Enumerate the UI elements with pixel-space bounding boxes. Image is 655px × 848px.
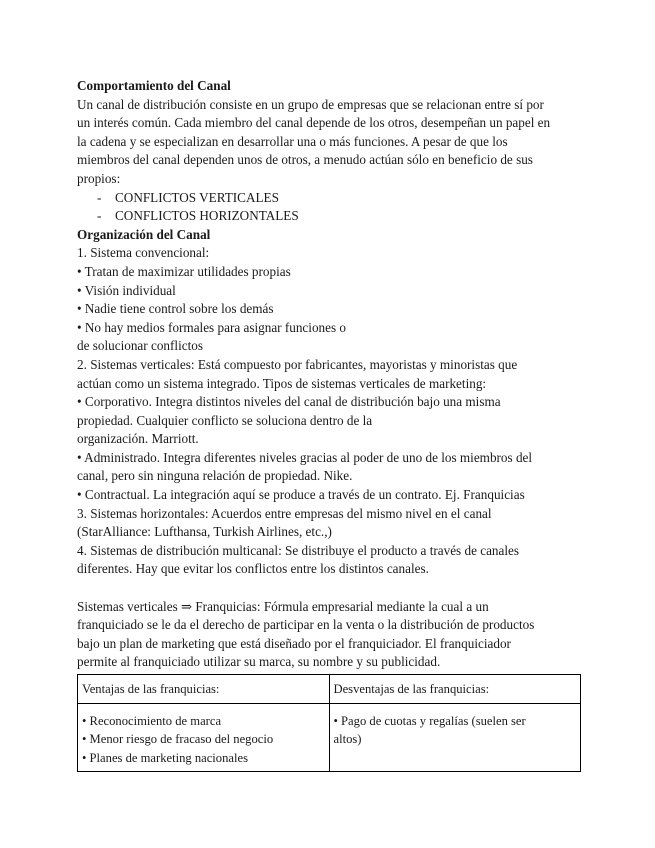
- body-line: • No hay medios formales para asignar funciones o: [77, 319, 347, 335]
- body-line: 2. Sistemas verticales: Está compuesto por fabricantes, mayoristas y minoristas que: [77, 356, 518, 372]
- heading-comportamiento: Comportamiento del Canal: [77, 78, 231, 93]
- paragraph-line: permite al franquiciado utilizar su marca, su nombre y su publicidad.: [77, 654, 441, 670]
- document-page: [77, 77, 582, 772]
- body-line: • Administrado. Integra diferentes niveles gracias al poder de uno de los miembros del: [77, 449, 533, 465]
- list-item-text: CONFLICTOS VERTICALES: [115, 189, 279, 205]
- body-line: 1. Sistema convencional:: [77, 245, 210, 261]
- body-line: • Visión individual: [77, 282, 176, 298]
- blank-line: [77, 579, 582, 598]
- dash-marker: -: [97, 189, 102, 205]
- paragraph-line: miembros del canal dependen unos de otros, a menudo actúan sólo en beneficio de sus: [77, 152, 533, 168]
- advantages-header: Ventajas de las franquicias:: [78, 675, 330, 704]
- disadvantages-header: Desventajas de las franquicias:: [329, 675, 581, 704]
- paragraph-line: Sistemas verticales ⇒ Franquicias: Fórmula empresarial mediante la cual a un: [77, 598, 489, 614]
- disadvantage-item: altos): [333, 732, 362, 747]
- list-item-text: CONFLICTOS HORIZONTALES: [115, 208, 299, 224]
- body-line: (StarAlliance: Lufthansa, Turkish Airlines, etc.,): [77, 524, 332, 540]
- table-row: [78, 704, 581, 772]
- heading-organizacion: Organización del Canal: [77, 226, 211, 242]
- body-line: de solucionar conflictos: [77, 338, 203, 354]
- advantages-cell: [78, 704, 330, 772]
- disadvantages-cell: [329, 704, 581, 772]
- list-item: [77, 207, 582, 226]
- body-line: • Contractual. La integración aquí se produce a través de un contrato. Ej. Franquicias: [77, 487, 525, 503]
- advantage-item: • Menor riesgo de fracaso del negocio: [82, 732, 274, 747]
- body-line: • Corporativo. Integra distintos niveles del canal de distribución bajo una misma: [77, 394, 501, 410]
- body-line: propiedad. Cualquier conflicto se soluciona dentro de la: [77, 412, 373, 428]
- franchise-comparison-table: [77, 674, 581, 772]
- body-line: • Nadie tiene control sobre los demás: [77, 301, 274, 317]
- dash-list: [77, 189, 582, 226]
- body-line: diferentes. Hay que evitar los conflictos entre los distintos canales.: [77, 561, 429, 577]
- paragraph-line: franquiciado se le da el derecho de participar en la venta o la distribución de productos: [77, 617, 535, 633]
- dash-marker: -: [97, 208, 102, 224]
- paragraph-line: bajo un plan de marketing que está diseñado por el franquiciador. El franquiciador: [77, 635, 511, 651]
- body-line: • Tratan de maximizar utilidades propias: [77, 263, 291, 279]
- advantage-item: • Reconocimiento de marca: [82, 714, 222, 728]
- organization-body: [77, 244, 582, 579]
- body-line: 3. Sistemas horizontales: Acuerdos entre empresas del mismo nivel en el canal: [77, 505, 492, 521]
- body-line: canal, pero sin ninguna relación de propiedad. Nike.: [77, 468, 353, 484]
- list-item: [77, 189, 582, 208]
- body-line: actúan como un sistema integrado. Tipos de sistemas verticales de marketing:: [77, 375, 487, 391]
- disadvantage-item: • Pago de cuotas y regalías (suelen ser: [333, 714, 526, 728]
- paragraph-franquicias: [77, 598, 582, 672]
- paragraph-line: propios:: [77, 170, 121, 186]
- paragraph-line: la cadena y se especializan en desarrollar una o más funciones. A pesar de que los: [77, 133, 508, 149]
- body-line: 4. Sistemas de distribución multicanal: Se distribuye el producto a través de canales: [77, 542, 520, 558]
- table-header-row: [78, 675, 581, 704]
- body-line: organización. Marriott.: [77, 431, 199, 447]
- paragraph-line: un interés común. Cada miembro del canal depende de los otros, desempeñan un papel en: [77, 115, 551, 131]
- advantage-item: • Planes de marketing nacionales: [82, 750, 248, 765]
- paragraph-line: Un canal de distribución consiste en un grupo de empresas que se relacionan entre sí por: [77, 96, 544, 112]
- paragraph-intro: [77, 96, 582, 189]
